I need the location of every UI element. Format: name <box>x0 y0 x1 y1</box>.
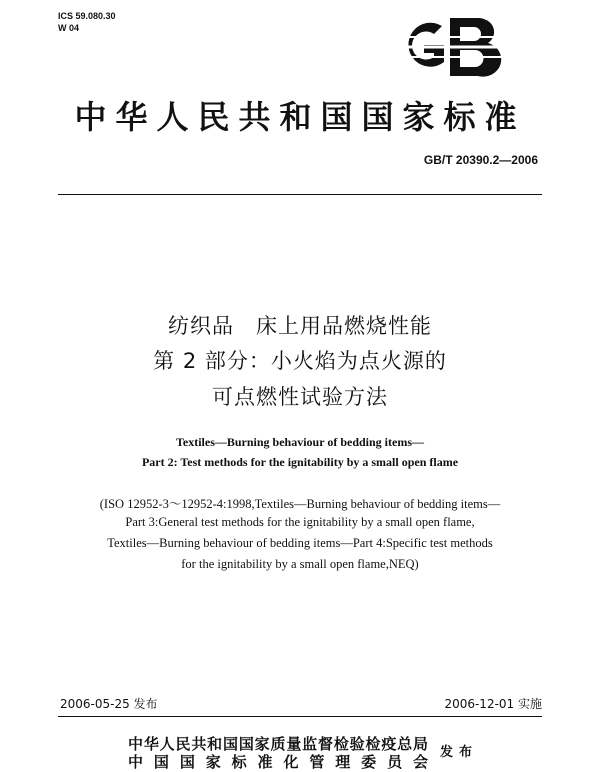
classification-codes <box>58 10 116 34</box>
english-title-line-2: Part 2: Test methods for the ignitability by a small open flame <box>141 455 459 469</box>
bottom-divider <box>58 716 542 717</box>
equivalence-line-1: (ISO 12952-3～12952-4:1998,Textiles—Burning behaviour of bedding items— <box>99 497 501 511</box>
ics-code: ICS 59.080.30 <box>58 11 116 21</box>
standard-number: GB/T 20390.2—2006 <box>423 153 538 167</box>
chinese-title-line-3: 可点燃性试验方法 <box>212 385 388 409</box>
chinese-title-line-1: 纺织品 床上用品燃烧性能 <box>168 314 432 338</box>
national-standard-title: 中华人民共和国国家标准 <box>74 98 526 136</box>
category-code: W 04 <box>58 23 80 33</box>
publish-date: 2006-05-25 发布 <box>60 697 158 711</box>
implementation-date: 2006-12-01 实施 <box>444 697 542 711</box>
issuer-line-2: 中国国家标准化管理委员会 <box>128 753 428 771</box>
top-divider <box>58 194 542 195</box>
gb-logo <box>390 12 504 82</box>
english-title-line-1: Textiles—Burning behaviour of bedding items— <box>175 435 425 449</box>
issue-label: 发布 <box>440 745 479 760</box>
equivalence-line-3: Textiles—Burning behaviour of bedding items—Part 4:Specific test methods <box>107 536 493 550</box>
issuer-line-1: 中华人民共和国国家质量监督检验检疫总局 <box>128 735 428 753</box>
equivalence-line-4: for the ignitability by a small open flame,NEQ) <box>181 557 419 571</box>
chinese-title-line-2: 第 2 部分：小火焰为点火源的 <box>153 349 447 373</box>
equivalence-line-2: Part 3:General test methods for the ignitability by a small open flame, <box>125 515 475 529</box>
